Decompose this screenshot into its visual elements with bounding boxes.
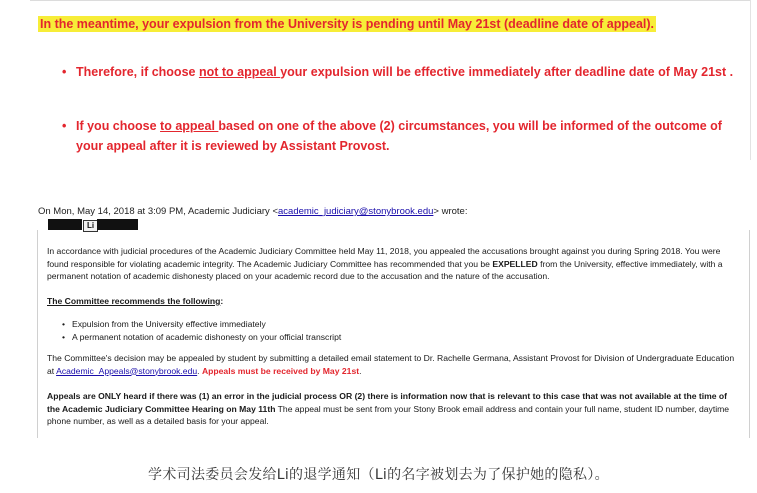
underlined-to-appeal: to appeal [160,119,219,133]
bullet-dot: • [62,65,67,79]
committee-heading: The Committee recommends the following: [47,296,224,306]
redaction-bar [97,219,138,230]
email-paragraph-decision: In accordance with judicial procedures of the Academic Judiciary Committee held May 11, 2018, you appealed the accusations brought against you during Spring 2018. You were found responsible for violating academic integrity. The Academic Judiciary Committee has recommended that you be EXPELLED from the University, effective immediately, with a permanent notation of academic dishonesty placed on your academic record due to the accusation and the nature of the accusation. [47,246,723,281]
email-paragraph-appeal-criteria: Appeals are ONLY heard if there was (1) an error in the judicial process OR (2) there is information now that is relevant to this case that was not available at the time of the Academic Judiciary Committee Hearing on May 11th The appeal must be sent from your Stony Brook email address and contain your full name, student ID number, daytime phone number, as well as a detailed basis for your appeal. [47,391,730,426]
quoted-email-header: On Mon, May 14, 2018 at 3:09 PM, Academic Judiciary <academic_judiciary@stonybrook.edu> wrote: [38,206,468,217]
redaction-bar [48,219,82,230]
recommendation-item: • A permanent notation of academic dishonesty on your official transcript [62,332,342,342]
email-paragraph-appeal-instructions: The Committee's decision may be appealed by student by submitting a detailed email statement to Dr. Rachelle Germana, Assistant Provost for Division of Undergraduate Education at Academic_Appeals@stonybrook.edu. Appeals must be received by May 21st. [47,353,735,376]
image-caption: 学术司法委员会发给Li的退学通知（Li的名字被划去为了保护她的隐私）。 [148,467,609,483]
right-divider [750,0,751,160]
top-border [30,0,750,1]
bullet-text: If you choose to appeal based on one of the above (2) circumstances, you will be informed of the outcome of your appeal after it is reviewed by Assistant Provost. [76,119,722,153]
bullet-text: Therefore, if choose not to appeal your expulsion will be effective immediately after deadline date of May 21st . [76,65,734,79]
sender-email-link[interactable]: academic_judiciary@stonybrook.edu [278,206,434,217]
appeals-email-link[interactable]: Academic_Appeals@stonybrook.edu [56,365,198,376]
appeal-deadline: Appeals must be received by May 21st [201,365,360,376]
recommendation-item: • Expulsion from the University effective immediately [62,319,266,329]
recipient-name-li: Li [83,220,98,232]
expelled-word: EXPELLED [492,258,538,269]
bullet-dot: • [62,119,67,133]
highlighted-notice: In the meantime, your expulsion from the University is pending until May 21st (deadline date of appeal). [40,17,655,31]
underlined-not-to-appeal: not to appeal [198,65,281,79]
